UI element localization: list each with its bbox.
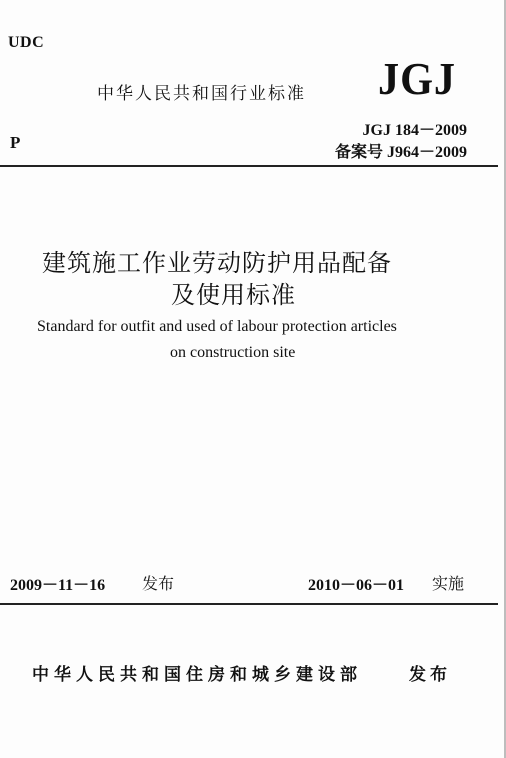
title-zh-line2: 及使用标准 xyxy=(171,281,296,309)
bottom-divider xyxy=(0,603,498,605)
publisher: 中华人民共和国住房和城乡建设部 xyxy=(32,665,362,685)
standard-number: JGJ 184－2009 xyxy=(362,122,467,139)
category-code: P xyxy=(10,133,21,152)
implement-date: 2010－06－01 xyxy=(308,577,405,594)
standard-type: 中华人民共和国行业标准 xyxy=(97,84,306,104)
jgj-logo: JGJ xyxy=(378,53,456,104)
record-number: 备案号 J964－2009 xyxy=(334,144,467,161)
publish-label: 发布 xyxy=(409,665,451,685)
issue-label: 发布 xyxy=(142,574,175,593)
title-zh-line1: 建筑施工作业劳动防护用品配备 xyxy=(42,249,392,277)
implement-label: 实施 xyxy=(432,574,465,593)
top-divider xyxy=(0,165,498,167)
issue-date: 2009－11－16 xyxy=(10,577,106,594)
udc-label: UDC xyxy=(8,34,45,51)
title-en-line2: on construction site xyxy=(170,344,296,361)
title-en-line1: Standard for outfit and used of labour protection articles xyxy=(37,318,397,335)
